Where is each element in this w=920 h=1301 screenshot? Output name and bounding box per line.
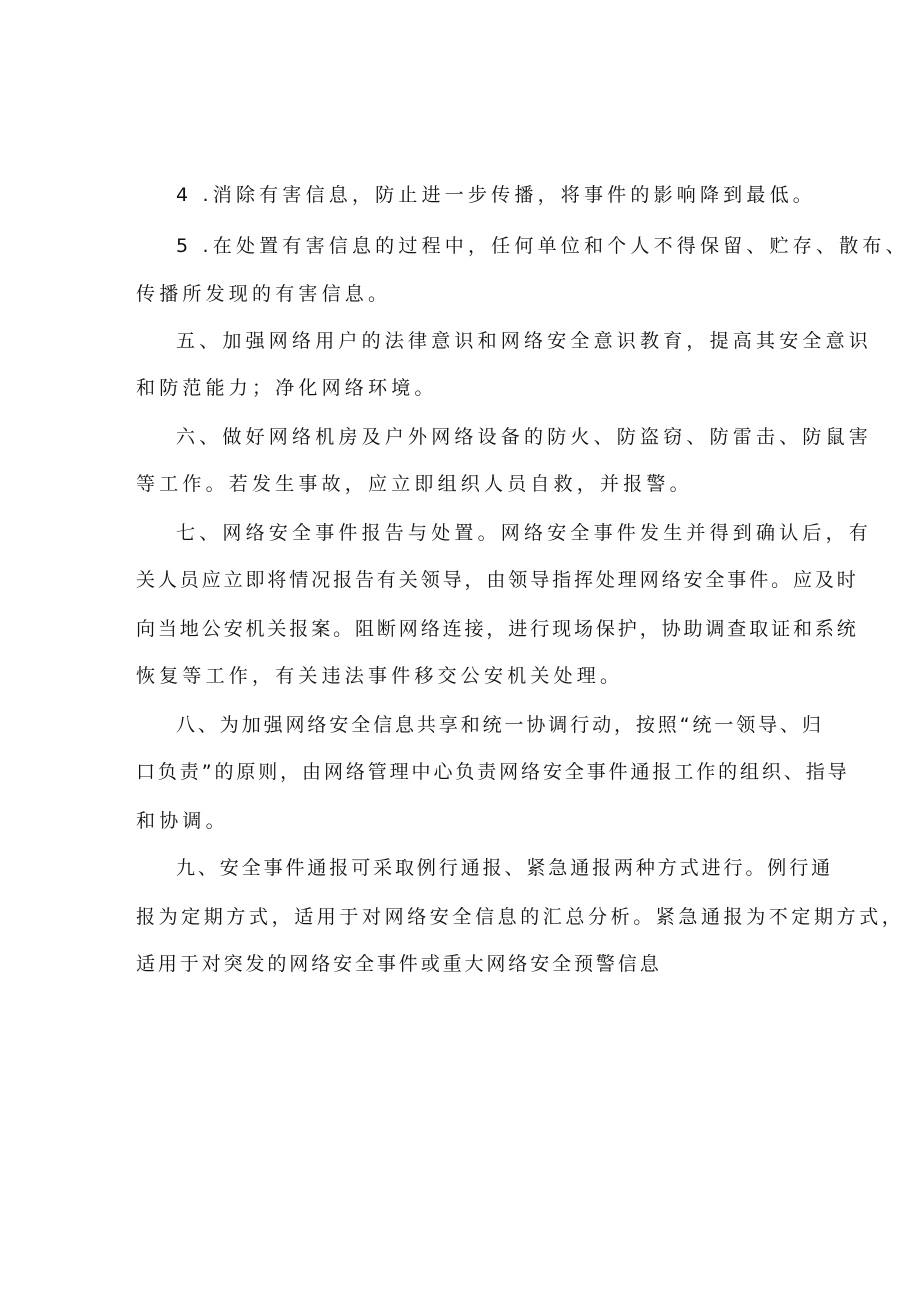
paragraph-5-line-1: 5 .在处置有害信息的过程中，任何单位和个人不得保留、贮存、散布、 bbox=[176, 235, 909, 257]
section-8-line-1: 八、为加强网络安全信息共享和统一协调行动，按照“统一领导、归 bbox=[176, 714, 824, 736]
paragraph-4-line-1: 4 .消除有害信息，防止进一步传播，将事件的影响降到最低。 bbox=[176, 184, 816, 206]
section-9-line-1: 九、安全事件通报可采取例行通报、紧急通报两种方式进行。例行通 bbox=[176, 857, 834, 879]
paragraph-5-line-2: 传播所发现的有害信息。 bbox=[136, 283, 392, 305]
section-9-line-2: 报为定期方式，适用于对网络安全信息的汇总分析。紧急通报为不定期方式， bbox=[136, 906, 905, 928]
section-6-line-1: 六、做好网络机房及户外网络设备的防火、防盗窃、防雷击、防鼠害 bbox=[176, 426, 873, 448]
section-8-line-2: 口负责”的原则，由网络管理中心负责网络安全事件通报工作的组织、指导 bbox=[136, 761, 850, 783]
section-5-line-2: 和防范能力；净化网络环境。 bbox=[136, 377, 438, 399]
section-8-line-3: 和协调。 bbox=[136, 810, 229, 832]
section-7-line-4: 恢复等工作，有关违法事件移交公安机关处理。 bbox=[136, 665, 624, 687]
section-7-line-1: 七、网络安全事件报告与处置。网络安全事件发生并得到确认后，有 bbox=[176, 522, 873, 544]
section-9-line-3: 适用于对突发的网络安全事件或重大网络安全预警信息 bbox=[136, 953, 662, 975]
section-7-line-2: 关人员应立即将情况报告有关领导，由领导指挥处理网络安全事件。应及时 bbox=[136, 569, 859, 591]
section-6-line-2: 等工作。若发生事故，应立即组织人员自救，并报警。 bbox=[136, 473, 693, 495]
section-5-line-1: 五、加强网络用户的法律意识和网络安全意识教育，提高其安全意识 bbox=[176, 330, 873, 352]
section-7-line-3: 向当地公安机关报案。阻断网络连接，进行现场保护，协助调查取证和系统 bbox=[136, 618, 859, 640]
